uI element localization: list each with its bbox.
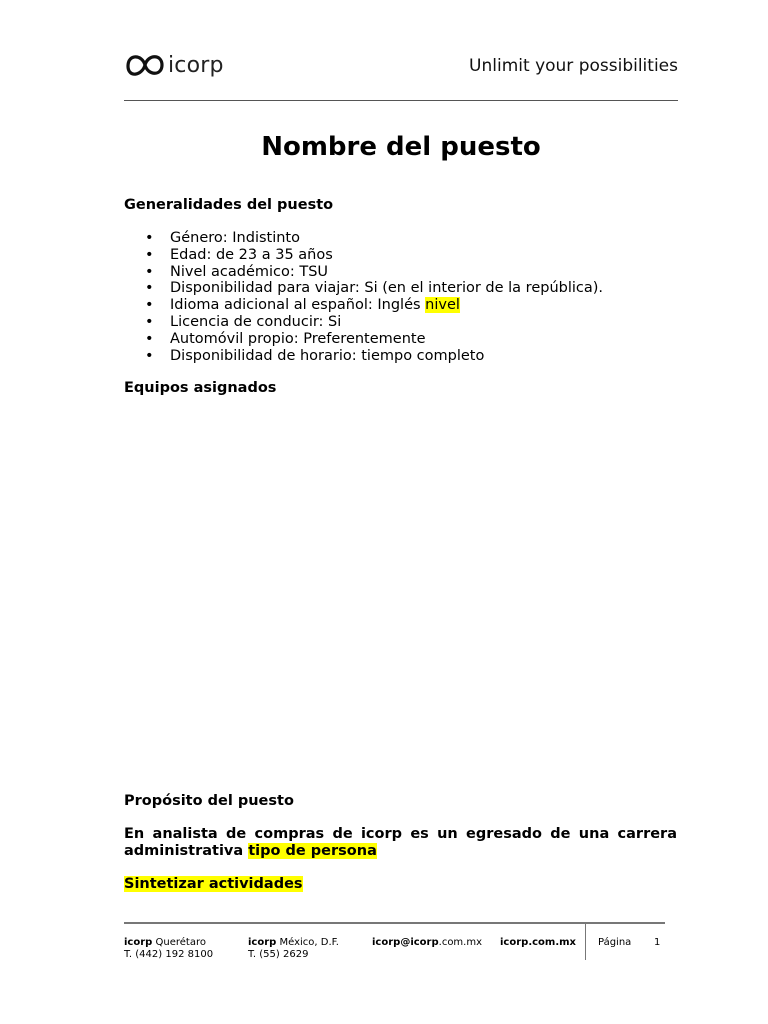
list-item-text: Edad: de 23 a 35 años [170,246,333,263]
page-footer [124,922,665,976]
infinity-logo-icon [124,50,166,80]
footer-city: Querétaro [152,937,206,948]
header-tagline: Unlimit your possibilities [469,56,678,76]
footer-mexico [248,937,348,961]
footer-city: México, D.F. [276,937,339,948]
icorp-logo [124,50,224,80]
footer-brand: icorp [248,937,277,948]
list-item-text: Disponibilidad para viajar: Si (en el interior de la república). [170,280,604,297]
logo-text: icorp [168,52,224,78]
list-item [145,314,603,331]
footer-queretaro [124,937,224,961]
list-item-text: Disponibilidad de horario: tiempo completo [170,347,485,364]
footer-page-label: Página [598,937,632,948]
footer-email-domain: .com.mx [438,937,483,948]
list-item-text: Género: Indistinto [170,230,300,246]
list-item [145,247,603,264]
highlighted-placeholder: nivel [425,297,460,314]
purpose-text: En analista de compras de icorp es un egresado de una carrera administrativa [124,826,677,859]
footer-divider [585,924,586,960]
list-item [145,280,603,297]
section-heading-generalidades: Generalidades del puesto [124,197,334,213]
footer-website-text: icorp.com.mx [500,937,577,948]
footer-email-user: icorp@icorp [372,937,439,948]
footer-website[interactable] [500,937,585,949]
list-item-text: Automóvil propio: Preferentemente [170,330,426,347]
generalidades-list [145,230,603,364]
footer-page-number: 1 [654,937,661,948]
list-item [145,230,603,247]
highlighted-placeholder: Sintetizar actividades [124,876,303,892]
list-item [145,331,603,348]
page-title: Nombre del puesto [261,132,541,162]
purpose-paragraph [124,826,677,860]
highlighted-placeholder: tipo de persona [248,843,377,859]
list-item [145,264,603,281]
list-item-text: Idioma adicional al español: Inglés [170,297,426,314]
list-item [145,297,603,314]
footer-phone: T. (442) 192 8100 [124,949,214,960]
section-heading-proposito: Propósito del puesto [124,793,294,809]
footer-brand: icorp [124,937,153,948]
activities-placeholder-line [124,876,303,892]
list-item [145,348,603,365]
list-item-text: Licencia de conducir: Si [170,313,342,330]
list-item-text: Nivel académico: TSU [170,263,329,280]
section-heading-equipos: Equipos asignados [124,380,277,396]
page-header [124,44,678,101]
footer-email[interactable] [372,937,483,949]
footer-phone: T. (55) 2629 [248,949,309,960]
